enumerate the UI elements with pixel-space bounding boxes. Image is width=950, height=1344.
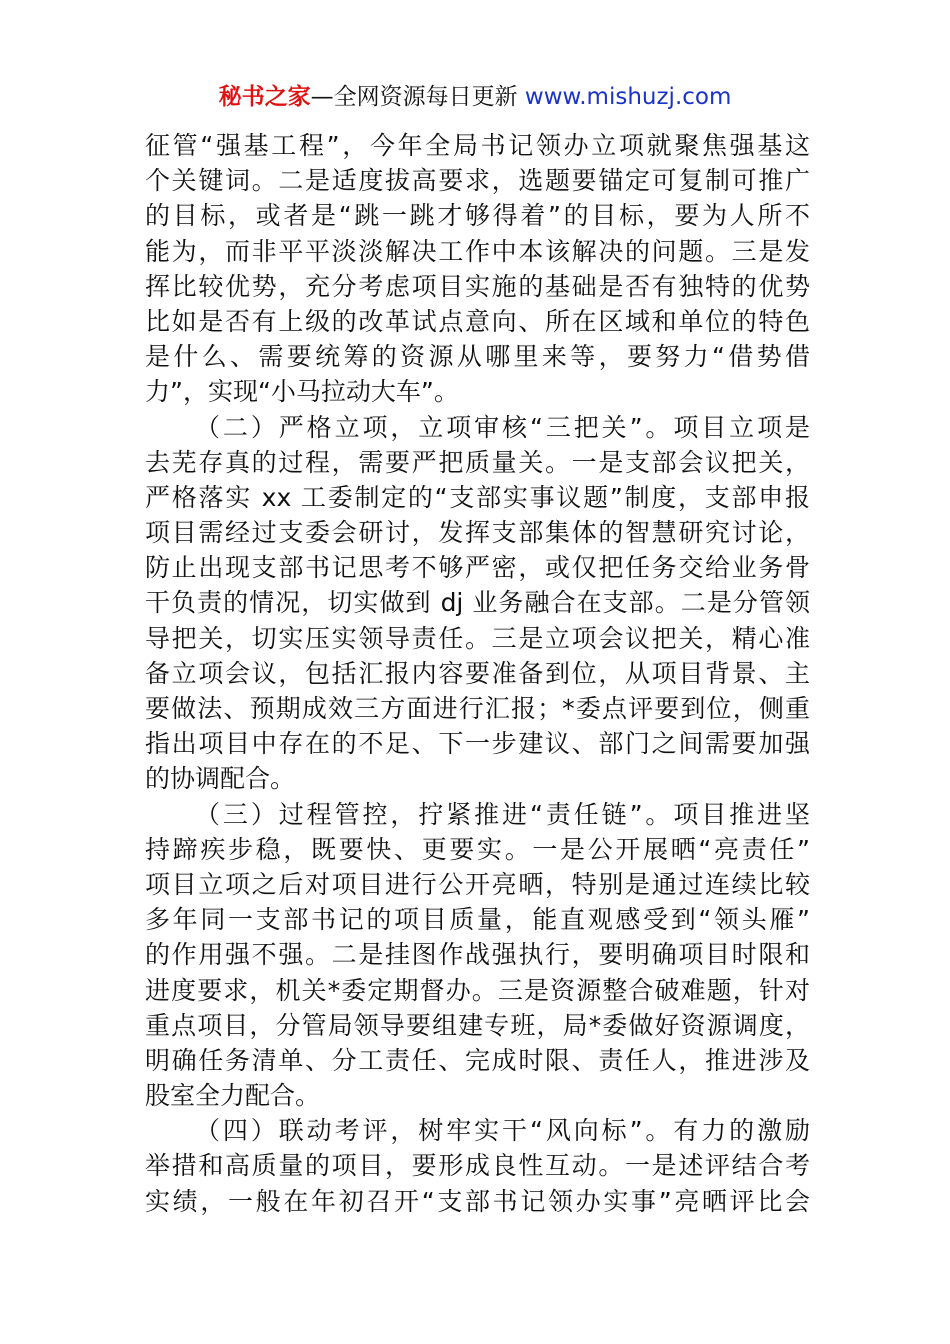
site-header (0, 80, 950, 114)
text-line: 个关键词。二是适度拔高要求，选题要锚定可复制可推广 (145, 166, 810, 196)
text-line: 的目标，或者是“跳一跳才够得着”的目标，要为人所不 (145, 201, 810, 231)
text-line: 项目需经过支委会研讨，发挥支部集体的智慧研究讨论， (145, 518, 810, 548)
site-tagline: —全网资源每日更新 (310, 84, 518, 110)
text-line: 重点项目，分管局领导要组建专班，局*委做好资源调度， (145, 1010, 810, 1040)
text-line: 举措和高质量的项目，要形成良性互动。一是述评结合考 (145, 1151, 810, 1181)
text-line: 严格落实 xx 工委制定的“支部实事议题”制度，支部申报 (145, 482, 810, 512)
text-line: 的作用强不强。二是挂图作战强执行，要明确项目时限和 (145, 940, 810, 970)
site-brand: 秘书之家 (218, 84, 311, 110)
text-line: 备立项会议，包括汇报内容要准备到位，从项目背景、主 (145, 658, 810, 688)
site-url-link[interactable]: www.mishuzj.com (524, 84, 732, 110)
text-line: 能为，而非平平淡淡解决工作中本该解决的问题。三是发 (145, 236, 810, 266)
text-line: 比如是否有上级的改革试点意向、所在区域和单位的特色 (145, 306, 810, 336)
text-line: 导把关，切实压实领导责任。三是立项会议把关，精心准 (145, 623, 810, 653)
text-line: 征管“强基工程”，今年全局书记领办立项就聚焦强基这 (145, 131, 810, 160)
text-line: 实绩，一般在年初召开“支部书记领办实事”亮晒评比会 (145, 1186, 810, 1216)
text-line: 防止出现支部书记思考不够严密，或仅把任务交给业务骨 (145, 553, 810, 583)
text-line: 的协调配合。 (145, 764, 296, 794)
text-line: 多年同一支部书记的项目质量，能直观感受到“领头雁” (145, 905, 810, 935)
text-line: （二）严格立项，立项审核“三把关”。项目立项是 (195, 412, 810, 442)
text-line: 指出项目中存在的不足、下一步建议、部门之间需要加强 (145, 729, 810, 759)
text-line: （四）联动考评，树牢实干“风向标”。有力的激励 (195, 1116, 810, 1146)
text-line: 明确任务清单、分工责任、完成时限、责任人，推进涉及 (145, 1045, 810, 1075)
text-line: 股室全力配合。 (145, 1081, 321, 1111)
text-line: 要做法、预期成效三方面进行汇报；*委点评要到位，侧重 (145, 694, 810, 723)
text-line: 干负责的情况，切实做到 dj 业务融合在支部。二是分管领 (145, 588, 810, 618)
document-body (145, 128, 810, 1219)
text-line: 去芜存真的过程，需要严把质量关。一是支部会议把关， (145, 447, 810, 477)
text-line: 持蹄疾步稳，既要快、更要实。一是公开展晒“亮责任” (145, 834, 810, 864)
text-line: （三）过程管控，拧紧推进“责任链”。项目推进坚 (195, 799, 810, 829)
text-line: 项目立项之后对项目进行公开亮晒，特别是通过连续比较 (145, 869, 810, 899)
text-line: 是什么、需要统筹的资源从哪里来等，要努力“借势借 (145, 342, 810, 372)
text-line: 力”，实现“小马拉动大车”。 (145, 377, 459, 407)
text-line: 挥比较优势，充分考虑项目实施的基础是否有独特的优势 (145, 271, 810, 301)
text-line: 进度要求，机关*委定期督办。三是资源整合破难题，针对 (145, 975, 810, 1005)
